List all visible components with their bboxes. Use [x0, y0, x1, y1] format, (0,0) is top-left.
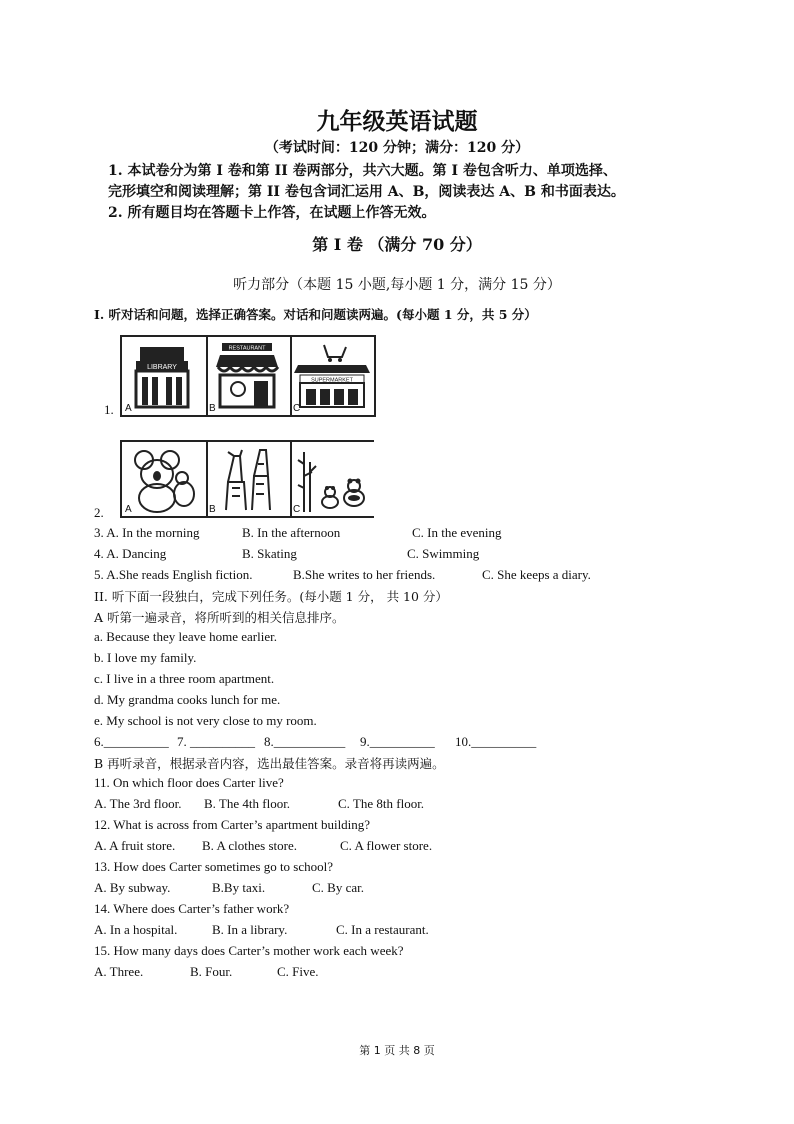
- exam-subtitle: （考试时间：120 分钟；满分：120 分）: [264, 140, 530, 156]
- q3-row: [94, 525, 502, 541]
- part1-title: 第 I 卷 （满分 70 分）: [312, 235, 482, 254]
- q2-option-b-letter: B: [209, 504, 216, 515]
- q5-option-a: A.She reads English fiction.: [106, 567, 253, 582]
- sentence-e: e. My school is not very close to my room.: [94, 713, 317, 728]
- q13-option-c: C. By car.: [312, 880, 364, 895]
- q11-options: [94, 796, 425, 812]
- blank-9[interactable]: 9.__________: [360, 734, 435, 749]
- q2-option-a: [122, 442, 208, 516]
- q1-option-c-letter: C: [293, 403, 301, 414]
- q2-option-a-letter: A: [125, 504, 132, 515]
- q5-number: 5.: [94, 567, 104, 582]
- q1-option-b: [206, 337, 292, 415]
- q14-text: 14. Where does Carter’s father work?: [94, 901, 290, 916]
- restaurant-icon: [206, 337, 290, 415]
- q15-option-c: C. Five.: [277, 964, 319, 979]
- q5-option-c: C. She keeps a diary.: [482, 567, 591, 582]
- sentence-c: c. I live in a three room apartment.: [94, 671, 275, 686]
- panda-icon: [290, 442, 374, 516]
- note-line-2: 完形填空和阅读理解；第 II 卷包含词汇运用 A、B，阅读表达 A、B 和书面表达。: [108, 184, 625, 200]
- q12-option-a: A. A fruit store.: [94, 838, 176, 853]
- q12-option-b: B. A clothes store.: [202, 838, 297, 853]
- q15-option-a: A. Three.: [94, 964, 144, 979]
- q14-option-b: B. In a library.: [212, 922, 288, 937]
- q14-option-a: A. In a hospital.: [94, 922, 178, 937]
- q4-number: 4.: [94, 546, 104, 561]
- sentence-d: d. My grandma cooks lunch for me.: [94, 692, 281, 707]
- listening-title: 听力部分（本题 15 小题,每小题 1 分，满分 15 分）: [233, 277, 561, 293]
- q1-picture-strip: [120, 335, 376, 417]
- note-line-1: 1. 本试卷分为第 I 卷和第 II 卷两部分，共六大题。第 I 卷包含听力、单项选择、: [108, 163, 617, 179]
- q13-text: 13. How does Carter sometimes go to school?: [94, 859, 334, 874]
- q2-number: 2.: [94, 505, 104, 520]
- q4-option-c: C. Swimming: [407, 546, 480, 561]
- page-footer: 第 1 页 共 8 页: [359, 1044, 435, 1057]
- q15-text: 15. How many days does Carter’s mother work each week?: [94, 943, 404, 958]
- q13-options: [94, 880, 364, 896]
- koala-icon: [122, 442, 206, 516]
- q12-text: 12. What is across from Carter’s apartment building?: [94, 817, 371, 832]
- blank-7[interactable]: 7. __________: [177, 734, 255, 749]
- q12-option-c: C. A flower store.: [340, 838, 433, 853]
- q13-option-b: B.By taxi.: [212, 880, 266, 895]
- q1-option-a-letter: A: [125, 403, 132, 414]
- q2-option-b: [206, 442, 292, 516]
- q5-row: [94, 567, 591, 583]
- q1-option-c: [290, 337, 374, 415]
- q11-option-c: C. The 8th floor.: [338, 796, 425, 811]
- exam-title: 九年级英语试题: [316, 108, 478, 135]
- q3-number: 3.: [94, 525, 104, 540]
- section1-instruction: I. 听对话和问题，选择正确答案。对话和问题读两遍。(每小题 1 分，共 5 分）: [94, 307, 537, 322]
- q4-row: [94, 546, 480, 562]
- q11-text: 11. On which floor does Carter live?: [94, 775, 284, 790]
- library-icon: [122, 337, 206, 415]
- q14-option-c: C. In a restaurant.: [336, 922, 429, 937]
- giraffe-icon: [206, 442, 290, 516]
- q15-options: [94, 964, 319, 980]
- blank-8[interactable]: 8.___________: [264, 734, 346, 749]
- q3-option-c: C. In the evening: [412, 525, 502, 540]
- q4-option-b: B. Skating: [242, 546, 297, 561]
- partB-instruction: B 再听录音，根据录音内容，选出最佳答案。录音将再读两遍。: [94, 756, 445, 771]
- q15-option-b: B. Four.: [190, 964, 233, 979]
- q2-picture-strip: [120, 440, 374, 518]
- q1-option-b-letter: B: [209, 403, 216, 414]
- q1-number: 1.: [104, 402, 114, 417]
- blank-6[interactable]: 6.__________: [94, 734, 169, 749]
- q3-option-a: A. In the morning: [106, 525, 200, 540]
- restaurant-sign: RESTAURANT: [228, 345, 266, 352]
- q13-option-a: A. By subway.: [94, 880, 171, 895]
- supermarket-icon: [290, 337, 374, 415]
- q11-option-b: B. The 4th floor.: [204, 796, 291, 811]
- q4-option-a: A. Dancing: [106, 546, 167, 561]
- supermarket-sign: SUPERMARKET: [311, 377, 353, 384]
- sentence-b: b. I love my family.: [94, 650, 197, 665]
- note-line-3: 2. 所有题目均在答题卡上作答，在试题上作答无效。: [108, 205, 436, 221]
- q1-option-a: [122, 337, 208, 415]
- sentence-a: a. Because they leave home earlier.: [94, 629, 277, 644]
- q12-options: [94, 838, 433, 854]
- q2-option-c-letter: C: [293, 504, 301, 515]
- library-sign: LIBRARY: [147, 364, 177, 371]
- section2-instruction: II. 听下面一段独白，完成下列任务。(每小题 1 分， 共 10 分）: [94, 589, 448, 604]
- blank-10[interactable]: 10.__________: [455, 734, 537, 749]
- q11-option-a: A. The 3rd floor.: [94, 796, 182, 811]
- q5-option-b: B.She writes to her friends.: [293, 567, 436, 582]
- q2-option-c: [290, 442, 374, 516]
- q3-option-b: B. In the afternoon: [242, 525, 341, 540]
- q14-options: [94, 922, 429, 938]
- partA-instruction: A 听第一遍录音，将所听到的相关信息排序。: [94, 610, 345, 625]
